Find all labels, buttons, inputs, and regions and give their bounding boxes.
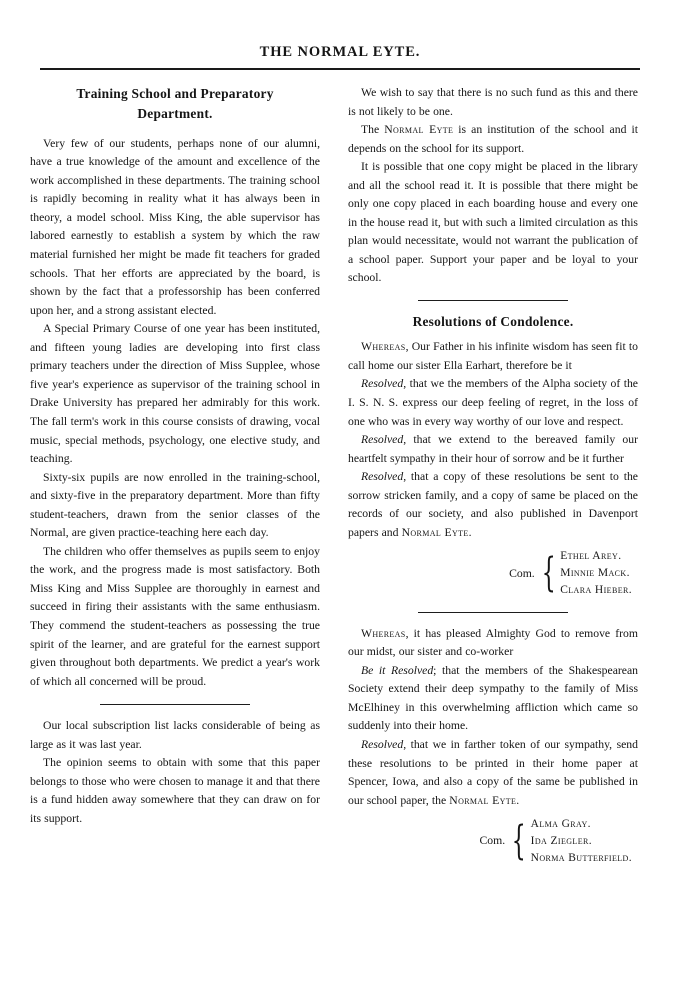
committee-signature-block xyxy=(348,816,632,866)
text-run: , that we extend to the bereaved family our heartfelt sympathy in their hour of sorrow and be it further xyxy=(348,433,638,465)
committee-label: Com. xyxy=(509,566,535,580)
text-run: , that we the members of the Alpha society of the I. S. N. S. express our deep feeling of regret, in the loss of one who was in every way worthy of our love and respect. xyxy=(348,377,638,428)
committee-member: Norma Butterfield. xyxy=(530,851,632,864)
left-section-title xyxy=(30,84,320,125)
paragraph xyxy=(348,375,638,431)
resolved-label: Resolved xyxy=(361,470,404,484)
committee-label: Com. xyxy=(479,834,506,848)
left-column xyxy=(30,84,320,828)
left-section-title-line1: Training School and Preparatory xyxy=(76,86,274,101)
paragraph xyxy=(348,121,638,158)
committee-names xyxy=(528,816,632,866)
committee-member: Clara Hieber. xyxy=(560,583,632,596)
brace-icon: { xyxy=(541,550,556,597)
paragraph: The children who offer themselves as pupils seem to enjoy the work, and the progress made is most satisfactory. Both Miss King and Miss Supplee are thoroughly in earnest and succeed in firing their assistants with the same enthusiasm. They commend the student-teachers as possessing the true spirit of the learner, and are grateful for the earnest support given throughout both departments. We predict a year's work of which all concerned will be proud. xyxy=(30,544,320,688)
committee-signature-block xyxy=(348,548,632,598)
whereas-label: Whereas xyxy=(361,626,406,640)
text-run: is an institution of the school and it depends on the school for its support. xyxy=(348,123,638,155)
paragraph: The opinion seems to obtain with some that this paper belongs to those who were chosen to manage it and that there is a fund hidden away somewhere that they can draw on for its support. xyxy=(30,756,320,825)
resolved-label: Resolved xyxy=(361,433,404,447)
paragraph xyxy=(348,431,638,468)
paragraph: Sixty-six pupils are now enrolled in the training-school, and sixty-five in the preparatory department. More than fifty student-teachers, drawn from the senior classes of the Normal, are given practice-teaching here each day. xyxy=(30,470,320,540)
publication-name: Normal Eyte xyxy=(401,525,469,539)
paragraph: We wish to say that there is no such fund as this and there is not likely to be one. xyxy=(348,86,638,118)
paragraph xyxy=(348,662,638,736)
paragraph xyxy=(348,625,638,662)
text-run: . xyxy=(516,793,520,807)
left-section-title-line2: Department. xyxy=(137,106,213,122)
paragraph: It is possible that one copy might be placed in the library and all the school read it. It is possible that there might be only one copy placed in each boarding house and every one in the house read it, but with such a limited circulation as this plan would necessitate, would not warrant the publication of a school paper. Support your paper and be loyal to your school. xyxy=(348,160,638,285)
text-run: , that a copy of these resolutions be sent to the sorrow stricken family, and a copy of same be placed on the records of our society, and also published in Davenport papers and xyxy=(348,470,638,539)
text-run: , Our Father in his infinite wisdom has seen fit to call home our sister Ella Earhart, therefore be it xyxy=(348,340,638,372)
section-divider xyxy=(418,612,568,613)
masthead-title: THE NORMAL EYTE. xyxy=(259,44,421,60)
paragraph xyxy=(348,736,638,810)
paragraph xyxy=(348,338,638,375)
committee-member: Alma Gray. xyxy=(530,818,591,831)
text-run: , it has pleased Almighty God to remove from our midst, our sister and co-worker xyxy=(348,626,638,659)
two-column-body xyxy=(0,84,680,871)
masthead-rule xyxy=(40,68,640,70)
section-divider xyxy=(418,300,568,301)
committee-member: Ethel Arey. xyxy=(560,550,622,563)
paragraph: A Special Primary Course of one year has been instituted, and fifteen young ladies are developing into first class primary teachers under the direction of Miss Supplee, whose five year's experience as supervisor of the training school in Drake University has prepared her admirably for this work. The fall term's work in this course consists of drawing, vocal music, special methods, psychology, one elective study, and teaching. xyxy=(30,322,320,466)
paragraph: Our local subscription list lacks considerable of being as large as it was last year. xyxy=(30,719,320,751)
publication-name: Normal Eyte xyxy=(384,123,454,137)
right-column xyxy=(348,84,638,871)
text-run: . xyxy=(468,525,472,539)
brace-icon: { xyxy=(511,817,526,864)
committee-names xyxy=(557,548,632,598)
condolence-heading: Resolutions of Condolence. xyxy=(412,314,574,330)
resolved-label: Resolved xyxy=(361,377,404,391)
text-run: The xyxy=(361,123,385,137)
whereas-label: Whereas xyxy=(361,340,406,354)
paragraph: Very few of our students, perhaps none of our alumni, have a true knowledge of the amount and excellence of the work accomplished in these departments. The training school is rapidly becoming in reality what it has always been in theory, a model school. Miss King, the able supervisor has labored earnestly to establish a system by which the raw material furnished her might be made fit teachers for graded schools. That her efforts are appreciated by the board, is shown by the fact that a professorship has been conferred upon her, and a strong assistant elected. xyxy=(30,136,320,317)
resolved-label: Be it Resolved xyxy=(361,663,434,677)
committee-member: Ida Ziegler. xyxy=(530,835,593,847)
text-run: , that we in farther token of our sympathy, send these resolutions to be printed in their home paper at Spencer, Iowa, and also a copy of the same be published in our school paper, the xyxy=(348,738,638,807)
resolved-label: Resolved xyxy=(361,738,404,752)
paragraph xyxy=(348,468,638,542)
committee-member: Minnie Mack. xyxy=(560,567,630,580)
text-run: ; that the members of the Shakespearean Society extend their deep sympathy to the family of Miss McElhiney in this overwhelming affliction which came so suddenly into their home. xyxy=(348,663,639,733)
publication-name: Normal Eyte xyxy=(449,793,517,807)
section-divider xyxy=(100,704,250,705)
